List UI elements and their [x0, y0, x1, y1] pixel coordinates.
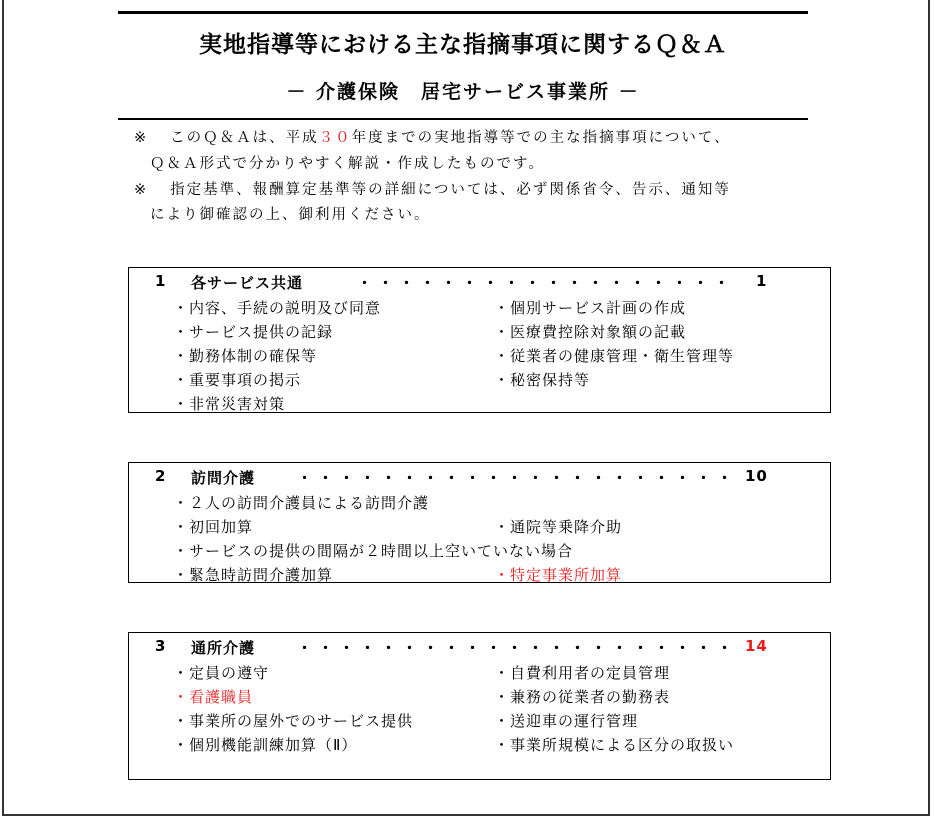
section-box-home-care: [128, 462, 831, 583]
note-1-text-pre: このＱ＆Ａは、平成: [170, 130, 319, 146]
note-2-line-1: [134, 178, 731, 199]
list-item: ・サービス提供の記録: [173, 323, 334, 341]
section-page-number: 14: [745, 637, 768, 655]
list-item: ・医療費控除対象額の記載: [494, 323, 687, 341]
list-item: ・従業者の健康管理・衛生管理等: [494, 347, 735, 365]
section-box-day-care: [128, 632, 831, 780]
section-title: 通所介護: [191, 639, 256, 657]
list-item: ・サービスの提供の間隔が２時間以上空いていない場合: [173, 542, 574, 560]
list-item: ・勤務体制の確保等: [173, 347, 318, 365]
note-2-text: 指定基準、報酬算定基準等の詳細については、必ず関係省令、告示、通知等: [170, 182, 731, 198]
section-number: 2: [155, 467, 167, 485]
list-item-highlight: ・看護職員: [173, 688, 254, 706]
list-item: ・個別機能訓練加算（Ⅱ）: [173, 736, 358, 754]
list-item: ・重要事項の掲示: [173, 371, 302, 389]
list-item: ・通院等乗降介助: [494, 518, 623, 536]
list-item: ・初回加算: [173, 518, 254, 536]
note-1-mark: ※: [134, 130, 149, 146]
list-item: ・定員の遵守: [173, 664, 270, 682]
section-page-number: 1: [756, 272, 768, 290]
list-item: ・事業所の屋外でのサービス提供: [173, 712, 414, 730]
list-item: ・内容、手続の説明及び同意: [173, 299, 382, 317]
list-item: ・秘密保持等: [494, 371, 591, 389]
leader-dots: ・・・・・・・・・・・・・・・・・・・・・: [297, 469, 739, 487]
list-item: ・送迎車の運行管理: [494, 712, 639, 730]
note-1-text-post: 年度までの実地指導等での主な指摘事項について、: [351, 130, 731, 146]
section-title: 訪問介護: [191, 469, 256, 487]
list-item: ・事業所規模による区分の取扱い: [494, 736, 735, 754]
list-item: ・非常災害対策: [173, 395, 286, 413]
list-item: ・自費利用者の定員管理: [494, 664, 671, 682]
section-number: 1: [155, 272, 167, 290]
top-rule: [118, 11, 808, 14]
note-1-line-1: [134, 126, 731, 147]
list-item: ・２人の訪問介護員による訪問介護: [173, 494, 430, 512]
document-title: 実地指導等における主な指摘事項に関するＱ＆Ａ: [199, 32, 727, 58]
document-subtitle: － 介護保険 居宅サービス事業所 －: [286, 81, 640, 103]
leader-dots: ・・・・・・・・・・・・・・・・・・: [357, 274, 736, 292]
list-item-highlight: ・特定事業所加算: [494, 566, 623, 584]
list-item: ・個別サービス計画の作成: [494, 299, 687, 317]
note-1-year: ３０: [318, 130, 352, 146]
list-item: ・緊急時訪問介護加算: [173, 566, 334, 584]
header-rule: [118, 118, 808, 120]
list-item: ・兼務の従業者の勤務表: [494, 688, 671, 706]
section-box-common: [128, 267, 831, 413]
section-number: 3: [155, 637, 167, 655]
note-2-mark: ※: [134, 182, 149, 198]
leader-dots: ・・・・・・・・・・・・・・・・・・・・・: [297, 639, 739, 657]
section-page-number: 10: [745, 467, 768, 485]
section-title: 各サービス共通: [191, 274, 304, 292]
note-1-line-2: Ｑ＆Ａ形式で分かりやすく解説・作成したものです。: [150, 156, 545, 172]
note-2-line-2: により御確認の上、御利用ください。: [150, 207, 431, 223]
